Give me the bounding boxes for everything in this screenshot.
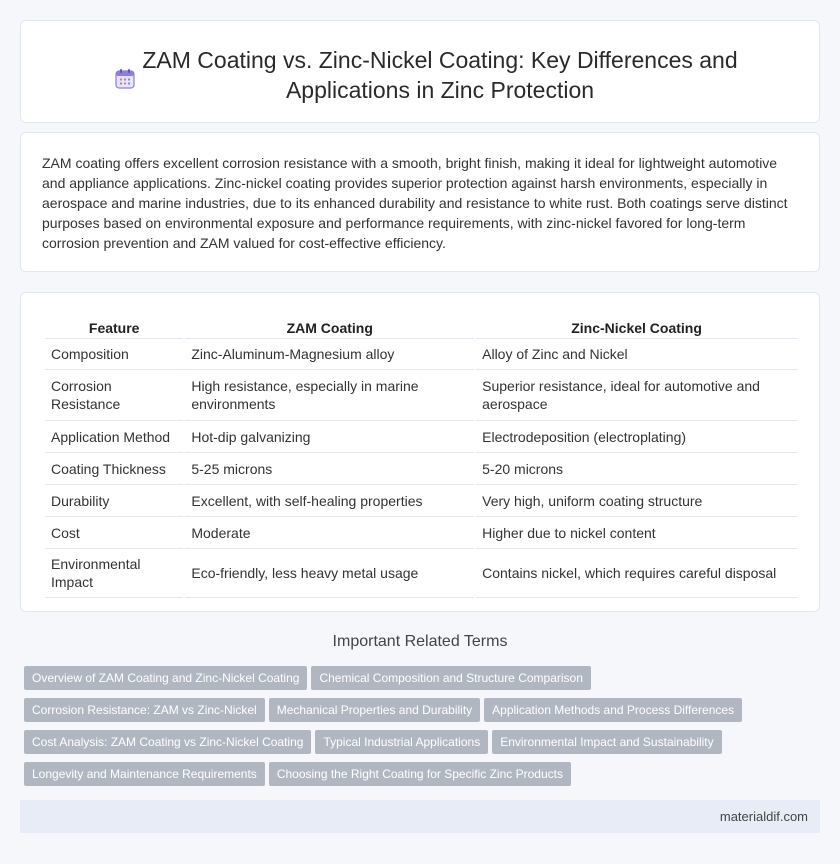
table-cell-feature: Corrosion Resistance [45, 370, 183, 421]
table-cell-feature: Cost [45, 517, 183, 549]
related-terms-title: Important Related Terms [332, 633, 508, 650]
table-cell-zam: Zinc-Aluminum-Magnesium alloy [185, 339, 474, 370]
table-cell-zam: 5-25 microns [185, 453, 474, 485]
header-zinc-nickel: Zinc-Nickel Coating [476, 312, 797, 339]
related-term-tag[interactable]: Overview of ZAM Coating and Zinc-Nickel Coating [24, 666, 307, 690]
related-term-tag[interactable]: Choosing the Right Coating for Specific Zinc Products [269, 762, 571, 786]
page-title: ZAM Coating vs. Zinc-Nickel Coating: Key Differences and Applications in Zinc Protection [142, 47, 738, 103]
table-cell-zinc-nickel: 5-20 microns [476, 453, 797, 485]
table-cell-zam: High resistance, especially in marine environments [185, 370, 474, 421]
comparison-table-card [20, 292, 820, 612]
table-cell-feature: Environmental Impact [45, 549, 183, 598]
table-cell-zinc-nickel: Electrodeposition (electroplating) [476, 421, 797, 453]
table-cell-zinc-nickel: Superior resistance, ideal for automotive and aerospace [476, 370, 797, 421]
table-row [45, 453, 797, 485]
related-term-tag[interactable]: Corrosion Resistance: ZAM vs Zinc-Nickel [24, 698, 265, 722]
footer-site-link[interactable]: materialdif.com [719, 809, 808, 824]
related-terms-list [24, 666, 824, 794]
table-cell-zam: Eco-friendly, less heavy metal usage [185, 549, 474, 598]
related-term-tag[interactable]: Cost Analysis: ZAM Coating vs Zinc-Nickel Coating [24, 730, 311, 754]
summary-text: ZAM coating offers excellent corrosion resistance with a smooth, bright finish, making it ideal for lightweight automotive and appliance applications. Zinc-nickel coating provides superior protection against harsh environments, especially in aerospace and marine industries, due to its enhanced durability and resistance to white rust. Both coatings serve distinct purposes based on environmental exposure and performance requirements, with zinc-nickel favored for long-term corrosion prevention and ZAM valued for cost-effective efficiency. [42, 155, 788, 251]
table-cell-zinc-nickel: Contains nickel, which requires careful disposal [476, 549, 797, 598]
title-card [20, 20, 820, 123]
related-term-tag[interactable]: Mechanical Properties and Durability [269, 698, 480, 722]
table-cell-feature: Application Method [45, 421, 183, 453]
table-row [45, 339, 797, 370]
header-feature: Feature [45, 312, 183, 339]
table-cell-feature: Durability [45, 485, 183, 517]
table-cell-zam: Moderate [185, 517, 474, 549]
table-row [45, 370, 797, 421]
table-cell-feature: Composition [45, 339, 183, 370]
related-term-tag[interactable]: Environmental Impact and Sustainability [492, 730, 721, 754]
table-row [45, 549, 797, 598]
table-cell-zinc-nickel: Very high, uniform coating structure [476, 485, 797, 517]
table-cell-feature: Coating Thickness [45, 453, 183, 485]
related-term-tag[interactable]: Chemical Composition and Structure Comparison [311, 666, 590, 690]
footer [20, 800, 820, 833]
summary-card [20, 132, 820, 272]
comparison-table [43, 312, 799, 598]
table-cell-zinc-nickel: Alloy of Zinc and Nickel [476, 339, 797, 370]
related-term-tag[interactable]: Application Methods and Process Differences [484, 698, 742, 722]
table-cell-zam: Excellent, with self-healing properties [185, 485, 474, 517]
related-term-tag[interactable]: Longevity and Maintenance Requirements [24, 762, 265, 786]
table-row [45, 517, 797, 549]
table-row [45, 485, 797, 517]
table-cell-zinc-nickel: Higher due to nickel content [476, 517, 797, 549]
header-zam: ZAM Coating [185, 312, 474, 339]
related-term-tag[interactable]: Typical Industrial Applications [315, 730, 488, 754]
table-row [45, 421, 797, 453]
table-header-row [45, 312, 797, 339]
table-cell-zam: Hot-dip galvanizing [185, 421, 474, 453]
